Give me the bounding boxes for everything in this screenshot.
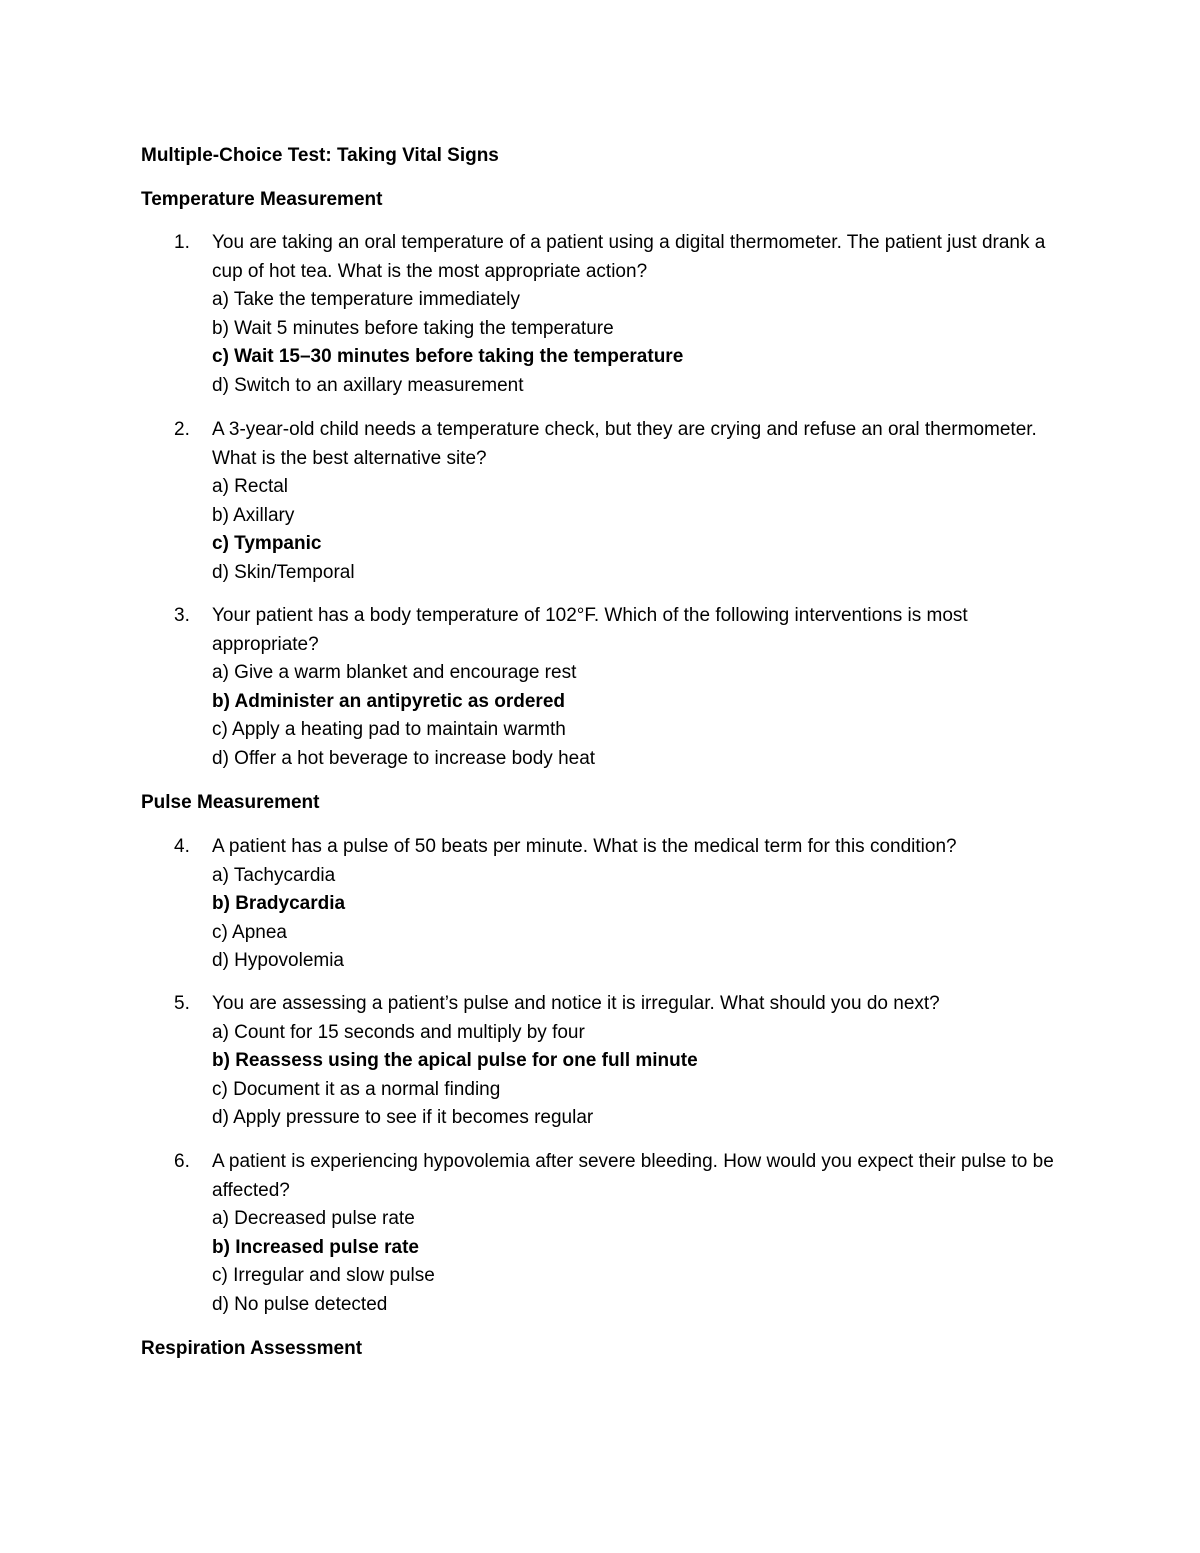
question-text: You are assessing a patient’s pulse and notice it is irregular. What should you do next? xyxy=(212,993,940,1014)
question-number: 4. xyxy=(174,836,190,857)
answer-option: d) No pulse detected xyxy=(212,1293,388,1315)
question-number: 3. xyxy=(174,605,190,626)
answer-option-correct: b) Increased pulse rate xyxy=(212,1236,419,1258)
answer-option: a) Give a warm blanket and encourage rest xyxy=(212,662,577,683)
answer-option: c) Document it as a normal finding xyxy=(212,1078,501,1100)
section-heading-temperature: Temperature Measurement xyxy=(141,189,383,210)
answer-option-correct: b) Reassess using the apical pulse for one full minute xyxy=(212,1050,698,1071)
question-2 xyxy=(141,416,1061,587)
question-number: 6. xyxy=(174,1151,190,1172)
answer-option: c) Irregular and slow pulse xyxy=(212,1265,435,1286)
answer-option-correct: b) Bradycardia xyxy=(212,893,346,914)
question-text: A patient is experiencing hypovolemia after severe bleeding. How would you expect their pulse to be affected? xyxy=(212,1151,1054,1201)
answer-option: d) Skin/Temporal xyxy=(212,561,355,583)
answer-option: d) Switch to an axillary measurement xyxy=(212,374,524,396)
question-text: A patient has a pulse of 50 beats per minute. What is the medical term for this condition? xyxy=(212,836,957,857)
question-text: You are taking an oral temperature of a patient using a digital thermometer. The patient just drank a cup of hot tea. What is the most appropriate action? xyxy=(212,232,1046,282)
answer-option: c) Apnea xyxy=(212,921,287,943)
answer-option: d) Apply pressure to see if it becomes regular xyxy=(212,1107,594,1128)
answer-option-correct: b) Administer an antipyretic as ordered xyxy=(212,690,565,712)
answer-option: d) Offer a hot beverage to increase body heat xyxy=(212,747,596,769)
question-text: Your patient has a body temperature of 102°F. Which of the following interventions is most appropriate? xyxy=(212,605,968,655)
document-title: Multiple-Choice Test: Taking Vital Signs xyxy=(141,145,499,166)
question-6 xyxy=(141,1148,1061,1319)
question-1 xyxy=(141,229,1061,400)
question-number: 1. xyxy=(174,232,190,253)
section-heading-respiration: Respiration Assessment xyxy=(141,1338,363,1359)
question-5 xyxy=(141,990,1061,1133)
question-number: 5. xyxy=(174,993,190,1014)
answer-option: a) Count for 15 seconds and multiply by four xyxy=(212,1021,585,1043)
answer-option: c) Apply a heating pad to maintain warmth xyxy=(212,719,566,740)
answer-option: a) Take the temperature immediately xyxy=(212,289,521,310)
answer-option: a) Rectal xyxy=(212,476,289,497)
question-text: A 3-year-old child needs a temperature check, but they are crying and refuse an oral thermometer. What is the best alternative site? xyxy=(212,419,1037,469)
question-4 xyxy=(141,833,1061,976)
question-number: 2. xyxy=(174,419,190,440)
answer-option-correct: c) Tympanic xyxy=(212,533,322,554)
answer-option: b) Axillary xyxy=(212,504,295,526)
answer-option: b) Wait 5 minutes before taking the temperature xyxy=(212,317,614,339)
section-heading-pulse: Pulse Measurement xyxy=(141,792,320,813)
answer-option: a) Tachycardia xyxy=(212,864,336,886)
answer-option-correct: c) Wait 15–30 minutes before taking the temperature xyxy=(212,346,684,367)
answer-option: a) Decreased pulse rate xyxy=(212,1208,415,1229)
answer-option: d) Hypovolemia xyxy=(212,950,344,971)
question-3 xyxy=(141,602,1061,773)
